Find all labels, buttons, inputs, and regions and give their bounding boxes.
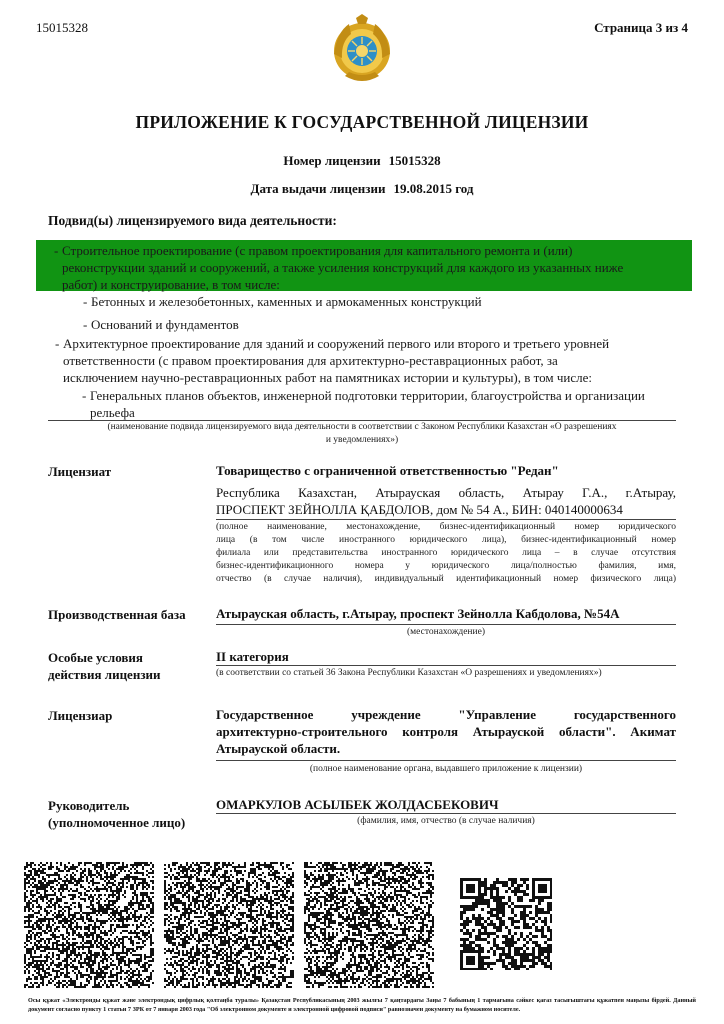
- licensee-caption: (полное наименование, местонахождение, бизнес-идентификационный номер юридического лица (в том числе иностранного юридического лица), бизнес-идентификационный номер филиала или представительства иностранного юридического лица – в случае отсутствия бизнес-идентификационного номера у юридического лица/полностью фамилия, имя, отчество (в случае наличия), индивидуальный идентификационный номер физического лица): [216, 522, 676, 584]
- barcode-icon: [164, 862, 294, 988]
- divider: [216, 665, 676, 666]
- divider: [216, 519, 676, 520]
- license-date-value: 19.08.2015 год: [393, 181, 474, 196]
- document-number: 15015328: [36, 20, 88, 35]
- subtype-line: исключением научно-реставрационных работ на памятниках истории и культуры), в том числе:: [63, 370, 593, 385]
- subtype-item: - Генеральных планов объектов, инженерной подготовки территории, благоустройства и организации рельефа: [90, 387, 700, 421]
- legal-footer: Осы құжат «Электронды құжат және электрондық цифрлық қолтаңба туралы» Қазақстан Республикасының 2003 жылғы 7 қаңтардағы Заңы 7 бабының 1 тармағына сәйкес қағаз тасығыштағы құжатпен маңызы бірдей. Данный документ согласно пункту 1 статьи 7 ЗРК от 7 января 2003 года "Об электронном документе и электронной цифровой подписи" равнозначен документу на бумажном носителе.: [28, 997, 696, 1013]
- license-number-line: [0, 153, 724, 169]
- divider: [216, 760, 676, 761]
- licensee-label: Лицензиат: [48, 464, 112, 479]
- license-date-line: [0, 181, 724, 197]
- page-indicator: Страница 3 из 4: [594, 20, 688, 35]
- subtype-line: Генеральных планов объектов, инженерной подготовки территории, благоустройства и организации: [90, 388, 645, 403]
- head-caption: (фамилия, имя, отчество (в случае наличия): [357, 816, 535, 826]
- license-number-value: 15015328: [388, 153, 441, 168]
- subtype-line: реконструкции зданий и сооружений, а также усиления конструкций для каждого из указанных ниже: [62, 260, 624, 275]
- subtype-line: Строительное проектирование (с правом проектирования для капитального ремонта и (или): [62, 243, 573, 258]
- divider: [216, 624, 676, 625]
- subtype-line: работ) и конструирование, в том числе:: [62, 277, 280, 292]
- page-title: ПРИЛОЖЕНИЕ К ГОСУДАРСТВЕННОЙ ЛИЦЕНЗИИ: [135, 112, 589, 132]
- special-conditions-label: Особые условия действия лицензии: [48, 650, 161, 682]
- production-base-caption: (местонахождение): [407, 627, 485, 637]
- licensee-address-line: ПРОСПЕКТ ЗЕЙНОЛЛА ҚАБДОЛОВ, дом № 54 А., БИН: 040140000634: [216, 502, 623, 517]
- barcode-icon: [24, 862, 154, 988]
- subtype-item: - Архитектурное проектирование для зданий и сооружений первого или второго и третьего уровней ответственности (с правом проектирования для архитектурно-реставрационных работ, за исключением научно-реставрационных работ на памятниках истории и культуры), в том числе:: [63, 335, 703, 386]
- subtypes-heading: Подвид(ы) лицензируемого вида деятельности:: [48, 213, 337, 228]
- special-conditions-value: II категория: [216, 649, 289, 664]
- licensor-value-line: Атырауской области.: [216, 741, 341, 756]
- subtype-item: - Бетонных и железобетонных, каменных и армокаменных конструкций: [91, 293, 691, 310]
- licensee-address-line: Республика Казахстан, Атырауская область, Атырау Г.А., г.Атырау,: [216, 485, 676, 500]
- divider: [216, 813, 676, 814]
- qr-code-icon: [460, 878, 552, 970]
- head-name: ОМАРКУЛОВ АСЫЛБЕК ЖОЛДАСБЕКОВИЧ: [216, 797, 499, 812]
- subtype-line: ответственности (с правом проектирования для архитектурно-реставрационных работ, за: [63, 353, 558, 368]
- licensor-value-line: Государственное учреждение "Управление государственного: [216, 707, 676, 722]
- production-base-label: Производственная база: [48, 607, 186, 622]
- subtype-line: Бетонных и железобетонных, каменных и армокаменных конструкций: [91, 294, 482, 309]
- production-base-value: Атырауская область, г.Атырау, проспект Зейнолла Кабдолова, №54А: [216, 606, 620, 621]
- subtypes-caption: (наименование подвида лицензируемого вида деятельности в соответствии с Законом Республики Казахстан «О разрешениях и уведомлениях»): [107, 422, 617, 445]
- subtype-line: рельефа: [90, 405, 135, 420]
- licensor-caption: (полное наименование органа, выдавшего приложение к лицензии): [309, 764, 583, 774]
- license-date-label: Дата выдачи лицензии: [250, 181, 386, 196]
- head-label: Руководитель (уполномоченное лицо): [48, 798, 186, 830]
- barcode-icon: [304, 862, 434, 988]
- subtype-line: Оснований и фундаментов: [91, 317, 239, 332]
- kazakhstan-emblem-icon: [331, 14, 393, 86]
- subtype-item: - Строительное проектирование (с правом проектирования для капитального ремонта и (или) реконструкции зданий и сооружений, а также усиления конструкций для каждого из указанных ниже работ) и конструирование, в том числе:: [62, 242, 702, 293]
- licensee-name: Товарищество с ограниченной ответственностью "Редан": [216, 463, 559, 478]
- license-number-label: Номер лицензии: [283, 153, 381, 168]
- subtype-line: Архитектурное проектирование для зданий и сооружений первого или второго и третьего уровней: [63, 336, 610, 351]
- licensor-value-line: архитектурно-строительного контроля Атырауской области". Акимат: [216, 724, 676, 739]
- licensor-label: Лицензиар: [48, 708, 113, 723]
- subtype-item: - Оснований и фундаментов: [91, 316, 691, 333]
- special-conditions-caption: (в соответствии со статьей 36 Закона Республики Казахстан «О разрешениях и уведомлениях»): [216, 668, 602, 678]
